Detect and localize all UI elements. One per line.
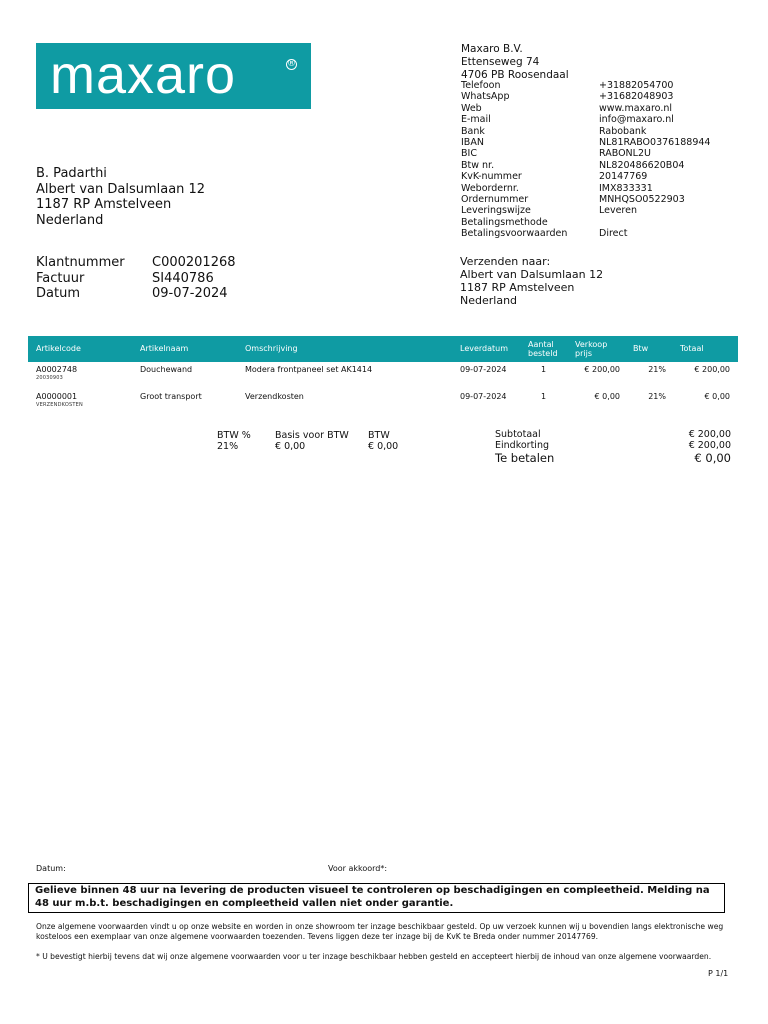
registered-mark: ® [287, 59, 296, 69]
amount-due-value: € 0,00 [694, 451, 731, 465]
info-label: Webordernr. [461, 182, 519, 194]
info-value: Rabobank [599, 125, 647, 137]
damage-warning: Gelieve binnen 48 uur na levering de producten visueel te controleren op beschadigingen en compleetheid. Melding na 48 uur m.b.t. beschadigingen en compleetheid vallen niet onder garantie. [28, 883, 725, 913]
header-date: Leverdatum [460, 344, 509, 354]
info-value: +31882054700 [599, 80, 674, 91]
meta-label: Datum [36, 286, 80, 301]
header-desc: Omschrijving [245, 344, 298, 354]
info-row [461, 217, 710, 228]
vat-amount-header: BTW [368, 430, 390, 441]
company-city: 4706 PB Roosendaal [461, 69, 569, 81]
cell-qty: 1 [541, 392, 547, 401]
info-label: Bank [461, 125, 485, 137]
cell-vat: 21% [648, 392, 666, 401]
info-label: Btw nr. [461, 159, 495, 171]
company-address [461, 43, 569, 82]
cell-price: € 0,00 [594, 392, 620, 401]
info-value: www.maxaro.nl [599, 102, 672, 114]
company-info [461, 80, 710, 240]
info-label: BIC [461, 148, 477, 160]
meta-value: C000201268 [152, 255, 236, 270]
shipping-country: Nederland [460, 294, 518, 307]
cell-desc: Modera frontpaneel set AK1414 [245, 365, 373, 374]
meta-row [36, 286, 236, 302]
customer-street: Albert van Dalsumlaan 12 [36, 181, 206, 197]
info-row [461, 160, 710, 171]
vat-base-header: Basis voor BTW [275, 430, 349, 441]
info-row [461, 126, 710, 137]
meta-value: 09-07-2024 [152, 286, 228, 301]
cell-code [36, 365, 77, 381]
terms-paragraph: Onze algemene voorwaarden vindt u op onze website en worden in onze showroom ter inzage beschikbaar gesteld. Op uw verzoek kunnen wij u bovendien langs elektronische weg kosteloos een exemplaar van onze algemene voorwaarden toezenden. Tevens liggen deze ter inzage bij de KvK te Breda onder nummer 20147769. [36, 922, 724, 941]
info-label: Leveringswijze [461, 205, 531, 217]
info-value: MNHQSO0522903 [599, 194, 685, 206]
header-name: Artikelnaam [140, 344, 189, 354]
info-value: Leveren [599, 205, 637, 217]
cell-name: Groot transport [140, 392, 202, 401]
invoice-meta [36, 255, 236, 302]
shipping-street: Albert van Dalsumlaan 12 [460, 268, 604, 281]
confirmation-paragraph: * U bevestigt hierbij tevens dat wij onze algemene voorwaarden voor u ter inzage beschikbaar hebben gesteld en accepteert hierbij de inhoud van onze algemene voorwaarden. [36, 952, 712, 961]
header-code: Artikelcode [36, 344, 81, 354]
cell-name: Douchewand [140, 365, 193, 374]
meta-row [36, 255, 236, 271]
info-value: +31682048903 [599, 91, 674, 103]
info-label: Ordernummer [461, 194, 529, 206]
header-total: Totaal [680, 344, 704, 354]
info-row [461, 80, 710, 91]
meta-row [36, 271, 236, 287]
article-code: A0000001 [36, 392, 78, 401]
cell-date: 09-07-2024 [460, 365, 507, 374]
info-row [461, 103, 710, 114]
cell-code [36, 392, 83, 408]
meta-label: Factuur [36, 270, 85, 286]
meta-value: SI440786 [152, 270, 214, 286]
totals-block [495, 429, 731, 465]
info-row [461, 205, 710, 216]
cell-date: 09-07-2024 [460, 392, 507, 401]
info-label: IBAN [461, 137, 484, 149]
info-value: 20147769 [599, 171, 648, 183]
cell-price: € 200,00 [584, 365, 620, 374]
discount-value: € 200,00 [688, 440, 731, 451]
info-row [461, 183, 710, 194]
page-number: P 1/1 [708, 969, 729, 978]
info-value: IMX833331 [599, 182, 653, 194]
cell-desc: Verzendkosten [245, 392, 304, 401]
info-label: Betalingsvoorwaarden [461, 228, 568, 240]
amount-due-label: Te betalen [495, 451, 555, 465]
shipping-city: 1187 RP Amstelveen [460, 281, 575, 294]
customer-city: 1187 RP Amstelveen [36, 197, 172, 212]
date-signature-label: Datum: [36, 864, 66, 873]
vat-pct-column [217, 430, 251, 452]
info-row [461, 114, 710, 125]
customer-name: B. Padarthi [36, 166, 107, 181]
subtotal-label: Subtotaal [495, 429, 541, 440]
customer-address [36, 166, 205, 228]
info-row [461, 148, 710, 159]
company-street: Ettenseweg 74 [461, 56, 540, 68]
info-row [461, 91, 710, 102]
info-value: RABONL2U [599, 148, 651, 160]
info-row [461, 228, 710, 239]
discount-row [495, 440, 731, 451]
table-header [28, 336, 738, 362]
shipping-heading: Verzenden naar: [460, 255, 551, 268]
cell-vat: 21% [648, 365, 666, 374]
vat-base-column [275, 430, 349, 452]
article-subcode: 20030903 [36, 375, 64, 381]
info-value: NL820486620B04 [599, 159, 685, 171]
shipping-address [460, 255, 603, 307]
article-subcode: VERZENDKOSTEN [36, 402, 83, 408]
meta-label: Klantnummer [36, 255, 125, 270]
maxaro-logo [36, 43, 311, 109]
info-value: NL81RABO0376188944 [599, 137, 711, 149]
article-code: A0002748 [36, 365, 78, 374]
info-label: Telefoon [461, 80, 501, 91]
approval-signature-label: Voor akkoord*: [328, 864, 388, 873]
info-row [461, 171, 710, 182]
vat-amount-column [368, 430, 398, 452]
customer-country: Nederland [36, 212, 104, 228]
info-value: Direct [599, 228, 628, 240]
company-name: Maxaro B.V. [461, 43, 523, 55]
info-label: E-mail [461, 114, 491, 126]
info-row [461, 194, 710, 205]
header-vat: Btw [633, 344, 649, 354]
logo-text: maxaro [50, 45, 237, 105]
header-price: Verkoop prijs [575, 339, 608, 358]
info-value: info@maxaro.nl [599, 114, 674, 126]
vat-pct-header: BTW % [217, 430, 251, 441]
subtotal-row [495, 429, 731, 440]
cell-total: € 200,00 [694, 365, 730, 374]
info-label: WhatsApp [461, 91, 510, 103]
discount-label: Eindkorting [495, 440, 549, 451]
vat-pct-value: 21% [217, 441, 239, 452]
vat-base-value: € 0,00 [275, 441, 306, 452]
cell-total: € 0,00 [704, 392, 730, 401]
amount-due-row [495, 451, 731, 465]
info-label: Web [461, 102, 482, 114]
subtotal-value: € 200,00 [688, 429, 731, 440]
info-label: KvK-nummer [461, 171, 522, 183]
cell-qty: 1 [541, 365, 547, 374]
info-label: Betalingsmethode [461, 216, 548, 228]
vat-amount-value: € 0,00 [368, 441, 399, 452]
info-row [461, 137, 710, 148]
header-qty: Aantal besteld [528, 339, 558, 358]
